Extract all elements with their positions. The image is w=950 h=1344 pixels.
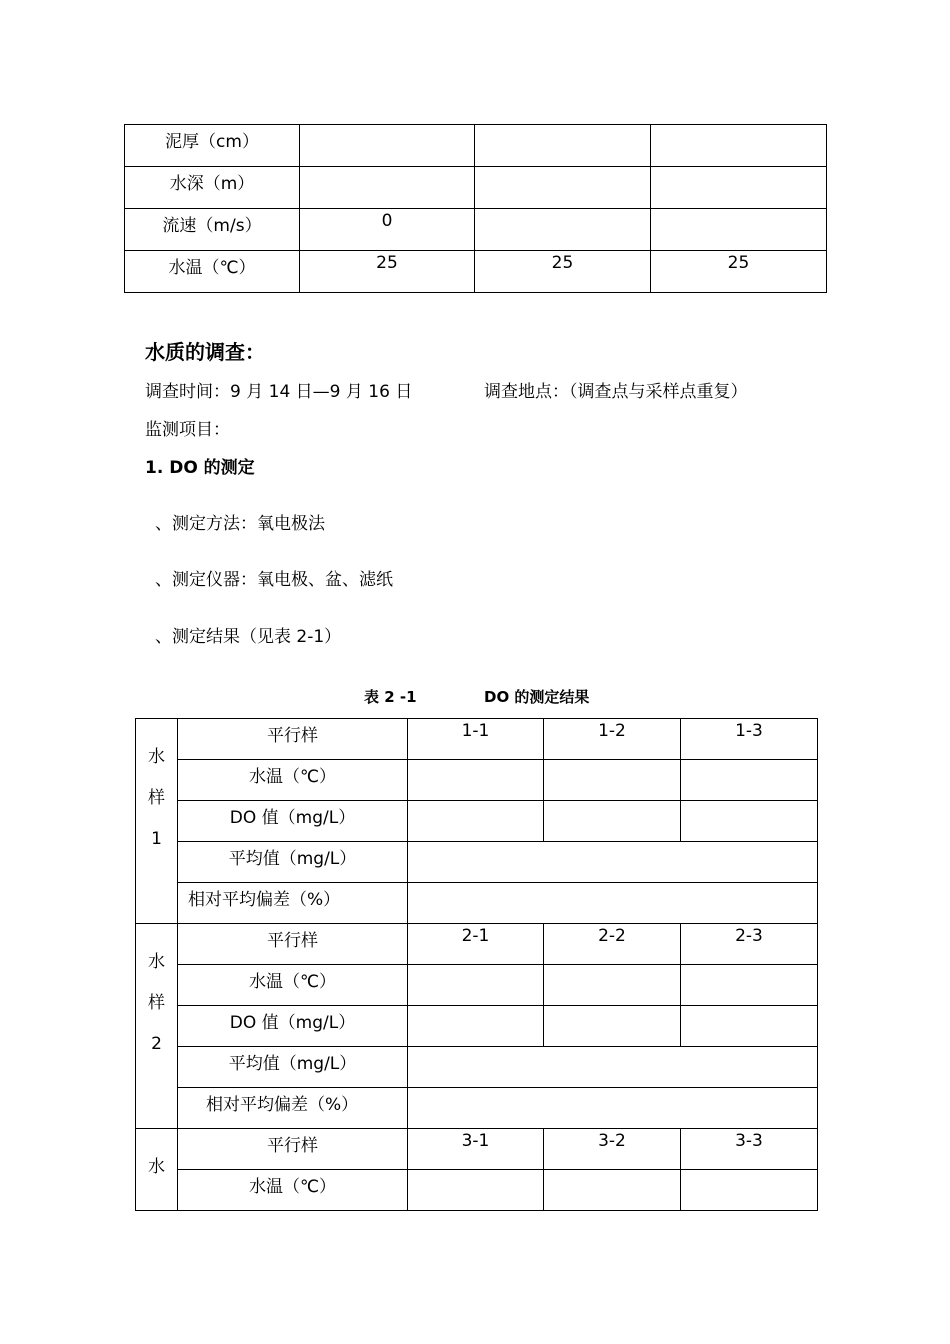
cell — [300, 125, 475, 167]
sample-id: 3-1 — [408, 1129, 544, 1170]
sample-group-label: 水 样 2 — [136, 924, 178, 1129]
cell — [408, 1047, 818, 1088]
table-row — [136, 1047, 818, 1088]
avg-label: 平均值（mg/L） — [178, 1047, 408, 1088]
sample-id: 2-2 — [544, 924, 681, 965]
row-label: 流速（m/s） — [125, 209, 300, 251]
temp-label: 水温（℃） — [178, 1170, 408, 1211]
cell — [544, 760, 681, 801]
cell — [300, 167, 475, 209]
section-heading: 水质的调查： — [145, 340, 265, 364]
cell — [651, 167, 827, 209]
cell — [651, 125, 827, 167]
cell: 25 — [475, 251, 651, 293]
parallel-label: 平行样 — [178, 1129, 408, 1170]
table-row — [136, 883, 818, 924]
instrument-line: 、测定仪器：氧电极、盆、滤纸 — [155, 570, 393, 590]
table-row — [125, 251, 827, 293]
sample-id: 1-1 — [408, 719, 544, 760]
cell — [681, 801, 818, 842]
table-row — [136, 965, 818, 1006]
cell — [408, 1006, 544, 1047]
site-parameters-table — [124, 124, 827, 293]
temp-label: 水温（℃） — [178, 760, 408, 801]
cell — [408, 1088, 818, 1129]
cell — [544, 1006, 681, 1047]
cell — [544, 801, 681, 842]
sample-group-label: 水 样 1 — [136, 719, 178, 924]
method-line: 、测定方法：氧电极法 — [155, 514, 325, 534]
cell — [475, 167, 651, 209]
cell: 0 — [300, 209, 475, 251]
table-row — [136, 801, 818, 842]
table-row — [136, 719, 818, 760]
cell — [408, 801, 544, 842]
cell — [408, 883, 818, 924]
row-label: 水深（m） — [125, 167, 300, 209]
cell — [681, 1170, 818, 1211]
sample-id: 3-2 — [544, 1129, 681, 1170]
cell: 25 — [300, 251, 475, 293]
table-row — [125, 125, 827, 167]
table-caption-title: DO 的测定结果 — [484, 688, 590, 706]
sample-id: 3-3 — [681, 1129, 818, 1170]
table-row — [136, 924, 818, 965]
do-label: DO 值（mg/L） — [178, 801, 408, 842]
survey-location: 调查地点：（调查点与采样点重复） — [484, 382, 748, 402]
sample-group-label: 水 — [136, 1129, 178, 1211]
sample-id: 1-3 — [681, 719, 818, 760]
cell — [544, 965, 681, 1006]
table-row — [136, 1170, 818, 1211]
sample-id: 1-2 — [544, 719, 681, 760]
table-caption-number: 表 2 -1 — [364, 688, 417, 706]
cell — [408, 760, 544, 801]
table-row — [136, 842, 818, 883]
sample-id: 2-3 — [681, 924, 818, 965]
row-label: 水温（℃） — [125, 251, 300, 293]
parallel-label: 平行样 — [178, 719, 408, 760]
cell — [475, 209, 651, 251]
rel-dev-label: 相对平均偏差（%） — [178, 883, 408, 924]
cell — [681, 965, 818, 1006]
cell: 25 — [651, 251, 827, 293]
cell — [651, 209, 827, 251]
cell — [681, 760, 818, 801]
cell — [475, 125, 651, 167]
table-row — [125, 167, 827, 209]
parallel-label: 平行样 — [178, 924, 408, 965]
cell — [544, 1170, 681, 1211]
monitoring-items-label: 监测项目： — [145, 420, 230, 440]
survey-time: 调查时间：9 月 14 日—9 月 16 日 — [145, 382, 413, 402]
table-row — [136, 1006, 818, 1047]
table-row — [125, 209, 827, 251]
row-label: 泥厚（cm） — [125, 125, 300, 167]
table-row — [136, 760, 818, 801]
table-row — [136, 1088, 818, 1129]
item-heading: 1. DO 的测定 — [145, 458, 255, 478]
result-line: 、测定结果（见表 2-1） — [155, 627, 342, 647]
do-label: DO 值（mg/L） — [178, 1006, 408, 1047]
temp-label: 水温（℃） — [178, 965, 408, 1006]
do-results-table — [135, 718, 818, 1211]
sample-id: 2-1 — [408, 924, 544, 965]
cell — [408, 965, 544, 1006]
avg-label: 平均值（mg/L） — [178, 842, 408, 883]
cell — [681, 1006, 818, 1047]
table-row — [136, 1129, 818, 1170]
cell — [408, 1170, 544, 1211]
rel-dev-label: 相对平均偏差（%） — [178, 1088, 408, 1129]
cell — [408, 842, 818, 883]
